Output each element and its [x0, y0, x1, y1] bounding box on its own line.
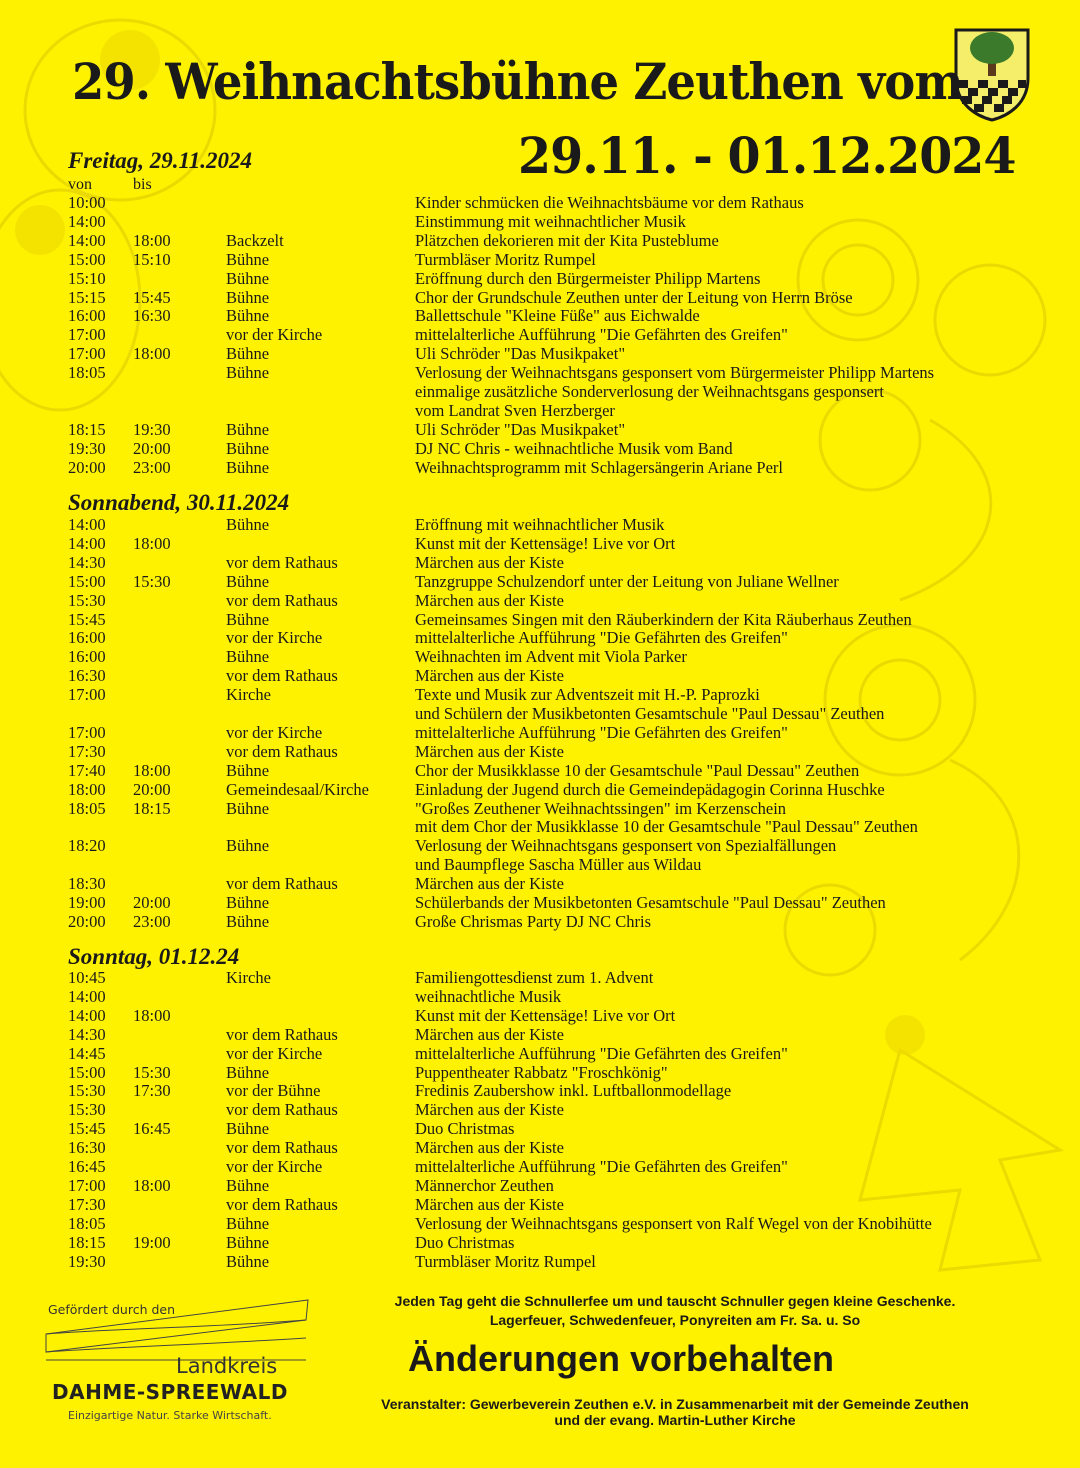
footer-info	[350, 1292, 1000, 1330]
event-description: Chor der Grundschule Zeuthen unter der Leitung von Herrn Bröse	[415, 287, 853, 307]
event-description: Verlosung der Weihnachtsgans gesponsert von Spezialfällungen	[415, 836, 837, 856]
footer-line-schnullerfee: Jeden Tag geht die Schnullerfee um und tauscht Schnuller gegen kleine Geschenke.	[394, 1293, 956, 1309]
start-time: 15:00	[68, 571, 106, 591]
location: Bühne	[226, 306, 270, 326]
event-description: mittelalterliche Aufführung "Die Gefährten des Greifen"	[415, 1157, 788, 1176]
start-time: 18:15	[68, 1232, 106, 1252]
event-description: Uli Schröder "Das Musikpaket"	[415, 419, 626, 439]
location: Bühne	[226, 836, 270, 856]
funded-by-text: Gefördert durch den	[48, 1302, 176, 1317]
start-time: 16:30	[68, 1138, 106, 1158]
event-description: und Schülern der Musikbetonten Gesamtschule "Paul Dessau" Zeuthen	[415, 704, 885, 723]
column-header-von: von	[68, 176, 92, 193]
start-time: 14:00	[68, 533, 106, 553]
location: Bühne	[226, 911, 270, 931]
end-time: 18:00	[133, 1005, 171, 1025]
event-description: Turmbläser Moritz Rumpel	[415, 1251, 596, 1271]
location: Bühne	[226, 457, 270, 477]
start-time: 14:00	[68, 230, 106, 250]
event-description: Turmbläser Moritz Rumpel	[415, 249, 596, 269]
event-description: Schülerbands der Musikbetonten Gesamtschule "Paul Dessau" Zeuthen	[415, 893, 886, 912]
event-description: Kunst mit der Kettensäge! Live vor Ort	[415, 533, 676, 553]
day-title: Freitag, 29.11.2024	[68, 148, 253, 173]
event-description: Duo Christmas	[415, 1119, 515, 1139]
event-description: mit dem Chor der Musikklasse 10 der Gesamtschule "Paul Dessau" Zeuthen	[415, 817, 918, 837]
event-description: Verlosung der Weihnachtsgans gesponsert vom Bürgermeister Philipp Martens	[415, 363, 935, 383]
start-time: 15:15	[68, 287, 106, 307]
location: vor der Kirche	[226, 1157, 323, 1176]
location: Bühne	[226, 515, 270, 534]
event-description: vom Landrat Sven Herzberger	[415, 400, 615, 420]
location: Bühne	[226, 1251, 270, 1271]
end-time: 15:10	[133, 249, 171, 269]
event-description: Gemeinsames Singen mit den Räuberkindern der Kita Räuberhaus Zeuthen	[415, 609, 912, 629]
location: Bühne	[226, 1232, 270, 1252]
end-time: 23:00	[133, 457, 171, 477]
day-title: Sonnabend, 30.11.2024	[68, 490, 290, 515]
start-time: 20:00	[68, 457, 106, 477]
location: vor der Kirche	[226, 628, 323, 648]
event-description: Weihnachtsprogramm mit Schlagersängerin Ariane Perl	[415, 457, 783, 477]
end-time: 19:30	[133, 419, 171, 439]
start-time: 16:45	[68, 1157, 106, 1176]
start-time: 14:00	[68, 211, 106, 231]
start-time: 14:00	[68, 1005, 106, 1025]
event-description: Märchen aus der Kiste	[415, 552, 564, 572]
event-description: mittelalterliche Aufführung "Die Gefährten des Greifen"	[415, 1043, 788, 1063]
end-time: 15:30	[133, 1062, 171, 1082]
start-time: 16:00	[68, 628, 106, 648]
changes-notice: Änderungen vorbehalten	[408, 1338, 835, 1379]
event-description: Plätzchen dekorieren mit der Kita Pusteblume	[415, 230, 719, 250]
event-description: Märchen aus der Kiste	[415, 874, 564, 894]
event-description: mittelalterliche Aufführung "Die Gefährten des Greifen"	[415, 722, 788, 742]
location: Bühne	[226, 249, 270, 269]
location: Backzelt	[226, 230, 284, 250]
event-description: weihnachtliche Musik	[415, 986, 562, 1006]
start-time: 17:00	[68, 722, 106, 742]
organizer-line-2: und der evang. Martin-Luther Kirche	[554, 1412, 796, 1428]
event-description: Chor der Musikklasse 10 der Gesamtschule "Paul Dessau" Zeuthen	[415, 760, 860, 780]
start-time: 14:30	[68, 552, 106, 572]
location: vor dem Rathaus	[226, 552, 338, 572]
event-description: Fredinis Zaubershow inkl. Luftballonmodellage	[415, 1081, 732, 1101]
end-time: 15:30	[133, 571, 171, 591]
event-description: und Baumpflege Sascha Müller aus Wildau	[415, 855, 702, 875]
poster-title: 29. Weihnachtsbühne Zeuthen vom	[72, 52, 963, 111]
start-time: 10:00	[68, 193, 106, 212]
location: Bühne	[226, 1175, 270, 1195]
event-description: Märchen aus der Kiste	[415, 1100, 564, 1120]
location: Bühne	[226, 1062, 270, 1082]
start-time: 17:00	[68, 685, 106, 705]
start-time: 17:30	[68, 741, 106, 761]
location: vor der Kirche	[226, 1043, 323, 1063]
landkreis-text: Landkreis	[176, 1354, 278, 1378]
location: Bühne	[226, 419, 270, 439]
sponsor-logo	[44, 1298, 312, 1428]
event-description: Verlosung der Weihnachtsgans gesponsert von Ralf Wegel von der Knobihütte	[415, 1213, 932, 1233]
start-time: 14:00	[68, 986, 106, 1006]
start-time: 19:30	[68, 438, 106, 458]
start-time: 15:45	[68, 609, 106, 629]
start-time: 17:00	[68, 325, 106, 345]
location: Bühne	[226, 287, 270, 307]
location: vor der Bühne	[226, 1081, 321, 1101]
event-description: Einladung der Jugend durch die Gemeindepädagogin Corinna Huschke	[415, 779, 885, 799]
location: Kirche	[226, 968, 271, 987]
start-time: 19:00	[68, 893, 106, 912]
start-time: 14:45	[68, 1043, 106, 1063]
start-time: 15:00	[68, 249, 106, 269]
location: Bühne	[226, 1213, 270, 1233]
end-time: 18:00	[133, 1175, 171, 1195]
end-time: 16:45	[133, 1119, 171, 1139]
event-description: Puppentheater Rabbatz "Froschkönig"	[415, 1062, 668, 1082]
end-time: 17:30	[133, 1081, 171, 1101]
location: Gemeindesaal/Kirche	[226, 779, 369, 799]
end-time: 20:00	[133, 779, 171, 799]
event-description: "Großes Zeuthener Weihnachtssingen" im Kerzenschein	[415, 798, 787, 818]
location: Bühne	[226, 760, 270, 780]
event-description: Märchen aus der Kiste	[415, 666, 564, 686]
event-description: Tanzgruppe Schulzendorf unter der Leitung von Juliane Wellner	[415, 571, 839, 591]
start-time: 14:30	[68, 1024, 106, 1044]
start-time: 15:30	[68, 1100, 106, 1120]
end-time: 20:00	[133, 438, 171, 458]
end-time: 18:00	[133, 344, 171, 364]
end-time: 23:00	[133, 911, 171, 931]
district-slogan: Einzigartige Natur. Starke Wirtschaft.	[68, 1409, 272, 1422]
end-time: 18:00	[133, 533, 171, 553]
start-time: 15:00	[68, 1062, 106, 1082]
end-time: 19:00	[133, 1232, 171, 1252]
event-description: Eröffnung durch den Bürgermeister Philipp Martens	[415, 268, 761, 288]
poster-date-range: 29.11. - 01.12.2024	[518, 126, 1016, 185]
start-time: 18:05	[68, 1213, 106, 1233]
event-description: Kunst mit der Kettensäge! Live vor Ort	[415, 1005, 676, 1025]
end-time: 15:45	[133, 287, 171, 307]
location: Bühne	[226, 363, 270, 383]
location: vor dem Rathaus	[226, 1024, 338, 1044]
location: vor dem Rathaus	[226, 666, 338, 686]
start-time: 18:00	[68, 779, 106, 799]
start-time: 16:30	[68, 666, 106, 686]
event-description: Märchen aus der Kiste	[415, 1024, 564, 1044]
event-description: Märchen aus der Kiste	[415, 1194, 564, 1214]
location: Bühne	[226, 438, 270, 458]
location: vor dem Rathaus	[226, 1138, 338, 1158]
event-description: Weihnachten im Advent mit Viola Parker	[415, 647, 687, 667]
column-header-bis: bis	[133, 176, 152, 193]
start-time: 19:30	[68, 1251, 106, 1271]
event-description: Texte und Musik zur Adventszeit mit H.-P. Paprozki	[415, 685, 760, 705]
event-description: Duo Christmas	[415, 1232, 515, 1252]
start-time: 18:30	[68, 874, 106, 894]
location: Kirche	[226, 685, 271, 705]
event-description: mittelalterliche Aufführung "Die Gefährten des Greifen"	[415, 628, 788, 648]
event-description: DJ NC Chris - weihnachtliche Musik vom Band	[415, 438, 733, 458]
location: Bühne	[226, 344, 270, 364]
start-time: 14:00	[68, 515, 106, 534]
end-time: 16:30	[133, 306, 171, 326]
location: Bühne	[226, 609, 270, 629]
event-description: mittelalterliche Aufführung "Die Gefährten des Greifen"	[415, 325, 788, 345]
event-description: Ballettschule "Kleine Füße" aus Eichwalde	[415, 306, 700, 326]
start-time: 15:10	[68, 268, 106, 288]
organizer-line-1: Veranstalter: Gewerbeverein Zeuthen e.V. in Zusammenarbeit mit der Gemeinde Zeuthen	[381, 1396, 969, 1412]
location: vor dem Rathaus	[226, 1194, 338, 1214]
event-description: Familiengottesdienst zum 1. Advent	[415, 968, 654, 987]
start-time: 15:45	[68, 1119, 106, 1139]
start-time: 20:00	[68, 911, 106, 931]
start-time: 16:00	[68, 306, 106, 326]
start-time: 18:05	[68, 363, 106, 383]
end-time: 20:00	[133, 893, 171, 912]
start-time: 18:05	[68, 798, 106, 818]
location: Bühne	[226, 268, 270, 288]
location: Bühne	[226, 893, 270, 912]
start-time: 17:00	[68, 344, 106, 364]
day-title: Sonntag, 01.12.24	[68, 944, 240, 969]
location: vor der Kirche	[226, 325, 323, 345]
event-description: Große Chrismas Party DJ NC Chris	[415, 911, 652, 931]
organizer-info	[350, 1396, 1000, 1428]
event-description: Uli Schröder "Das Musikpaket"	[415, 344, 626, 364]
location: vor dem Rathaus	[226, 874, 338, 894]
event-description: Eröffnung mit weihnachtlicher Musik	[415, 515, 665, 534]
start-time: 18:20	[68, 836, 106, 856]
location: vor dem Rathaus	[226, 1100, 338, 1120]
start-time: 16:00	[68, 647, 106, 667]
event-description: Männerchor Zeuthen	[415, 1175, 554, 1195]
start-time: 17:00	[68, 1175, 106, 1195]
event-description: einmalige zusätzliche Sonderverlosung der Weihnachtsgans gesponsert	[415, 382, 884, 401]
start-time: 18:15	[68, 419, 106, 439]
footer-line-activities: Lagerfeuer, Schwedenfeuer, Ponyreiten am Fr. Sa. u. So	[489, 1312, 861, 1328]
end-time: 18:00	[133, 760, 171, 780]
location: Bühne	[226, 647, 270, 667]
end-time: 18:00	[133, 230, 171, 250]
event-description: Kinder schmücken die Weihnachtsbäume vor dem Rathaus	[415, 193, 804, 212]
event-description: Einstimmung mit weihnachtlicher Musik	[415, 211, 686, 231]
start-time: 17:30	[68, 1194, 106, 1214]
end-time: 18:15	[133, 798, 171, 818]
event-description: Märchen aus der Kiste	[415, 1138, 564, 1158]
event-description: Märchen aus der Kiste	[415, 590, 564, 610]
start-time: 15:30	[68, 590, 106, 610]
location: vor dem Rathaus	[226, 741, 338, 761]
location: Bühne	[226, 1119, 270, 1139]
district-name: DAHME-SPREEWALD	[52, 1380, 288, 1404]
start-time: 15:30	[68, 1081, 106, 1101]
location: Bühne	[226, 798, 270, 818]
event-description: Märchen aus der Kiste	[415, 741, 564, 761]
start-time: 10:45	[68, 968, 106, 987]
start-time: 17:40	[68, 760, 106, 780]
location: Bühne	[226, 571, 270, 591]
zeuthen-coat-of-arms-icon	[952, 26, 1032, 122]
location: vor dem Rathaus	[226, 590, 338, 610]
location: vor der Kirche	[226, 722, 323, 742]
